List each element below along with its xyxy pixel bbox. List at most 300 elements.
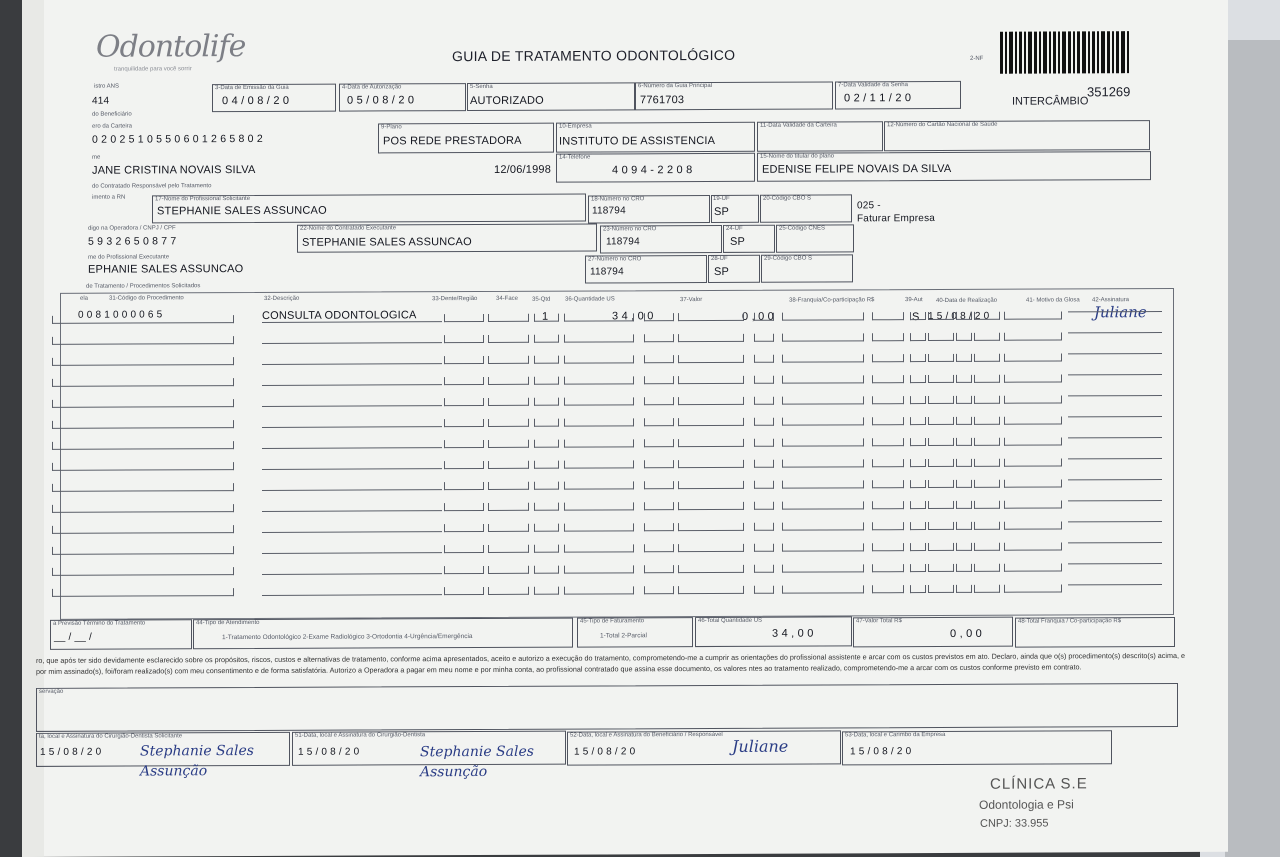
contratado-label: 22-Nome do Contratado Executante: [300, 225, 397, 232]
row-field-segment: [754, 544, 774, 552]
row-field-segment: [678, 313, 744, 321]
beneficiario-section: do Beneficiário: [92, 111, 132, 118]
row-field-segment: [974, 501, 1000, 509]
row-field-segment: [488, 587, 529, 595]
observacao-label: servação: [39, 688, 64, 695]
row-field-segment: [910, 480, 926, 488]
row-field-segment: [872, 417, 904, 425]
row-field-segment: [564, 544, 634, 552]
row-field-segment: [444, 482, 484, 490]
row-field-segment: [488, 398, 529, 406]
row-field-segment: [52, 504, 234, 513]
sig50-label: ta, local e Assinatura do Cirurgião-Dentista Solicitante: [39, 733, 183, 740]
row-field-segment: [564, 565, 634, 573]
empresa-value: INSTITUTO DE ASSISTENCIA: [559, 134, 716, 148]
row-field-segment: [782, 501, 864, 509]
tipo-faturamento-label: 45-Tipo de Faturamento: [580, 618, 645, 625]
row-field-segment: [534, 566, 559, 574]
row-field-segment: [956, 564, 972, 572]
row-field-segment: [754, 397, 774, 405]
guia-principal-label: 6-Número da Guia Principal: [638, 82, 713, 90]
solicitante-label: 17-Nome do Profissional Solicitante: [155, 196, 251, 203]
procedimentos-section: de Tratamento / Procedimentos Solicitados: [86, 283, 201, 290]
guia-principal-value: 7761703: [640, 94, 685, 107]
row-field-segment: [872, 585, 904, 593]
nome-value: JANE CRISTINA NOVAIS SILVA: [92, 163, 256, 177]
row-field-segment: [534, 587, 559, 595]
row-field-segment: [910, 375, 926, 383]
tipo-faturamento-options: 1-Total 2-Parcial: [600, 632, 647, 640]
row-field-segment: [910, 543, 926, 551]
row-field-segment: [644, 418, 674, 426]
row-field-segment: [956, 375, 972, 383]
sig51-signature: Stephanie Sales Assunção: [420, 743, 534, 781]
intercambio-label: INTERCÂMBIO: [1012, 95, 1089, 108]
row-field-segment: [754, 313, 774, 321]
row-field-segment: [974, 585, 1000, 593]
row-field-segment: [910, 312, 926, 320]
sig50-date: 1 5 / 0 8 / 2 0: [40, 746, 102, 758]
th-face: 34-Face: [496, 295, 519, 302]
row-field-segment: [782, 375, 864, 383]
row-field-segment: [444, 335, 484, 343]
row-field-segment: [444, 377, 484, 385]
row-field-segment: [534, 356, 559, 364]
row-field-segment: [52, 567, 234, 576]
previsao-value: __ / __ /: [54, 631, 92, 643]
row-field-segment: [928, 312, 954, 320]
row-field-segment: [1004, 332, 1062, 340]
row-field-segment: [754, 565, 774, 573]
row-field-segment: [444, 419, 484, 427]
row-field-segment: [564, 460, 634, 468]
cbo20-label: 20-Código CBO S: [763, 195, 812, 202]
row-field-segment: [534, 440, 559, 448]
via-label: 2-NF: [970, 55, 984, 62]
row-field-segment: [872, 354, 904, 362]
row-field-segment: [52, 588, 234, 597]
row-field-segment: [52, 441, 234, 450]
row-field-segment: [564, 523, 634, 531]
row-field-segment: [754, 586, 774, 594]
row-field-segment: [1004, 584, 1062, 592]
row-field-segment: [444, 440, 484, 448]
row-field-segment: [754, 334, 774, 342]
row-field-segment: [564, 481, 634, 489]
cnes-label: 25-Código CNES: [779, 225, 826, 232]
rn-label: imento a RN: [92, 194, 126, 201]
cro18-label: 18-Número no CRO: [591, 196, 645, 203]
row-field-segment: [678, 460, 744, 468]
row-field-segment: [910, 438, 926, 446]
row-field-segment: [956, 459, 972, 467]
validade-senha-value: 0 2 / 1 1 / 2 0: [844, 92, 912, 105]
cro18-value: 118794: [592, 205, 626, 217]
row-field-segment: [754, 439, 774, 447]
th-franquia: 38-Franquia/Co-participação R$: [789, 297, 875, 304]
th-tabela: ela: [80, 295, 89, 302]
row1-data: 1 5 / 0 8 / 2 0: [928, 310, 990, 323]
barcode: [1000, 31, 1144, 74]
row-field-segment: [910, 396, 926, 404]
row-field-segment: [564, 355, 634, 363]
row-field-segment: [1004, 500, 1062, 508]
row-field-segment: [444, 524, 484, 532]
th-descricao: 32-Descrição: [264, 295, 300, 302]
row-field-segment: [1004, 395, 1062, 403]
row-field-segment: [488, 440, 529, 448]
autorizacao-value: 0 5 / 0 8 / 2 0: [347, 94, 415, 107]
row-field-segment: [534, 335, 559, 343]
row-field-segment: [644, 355, 674, 363]
row-field-segment: [488, 314, 529, 322]
sig50-signature: Stephanie Sales Assunção: [140, 742, 254, 780]
cbo29-label: 29-Código CBO S: [764, 255, 813, 262]
th-valor: 37-Valor: [680, 297, 703, 304]
th-aut: 39-Aut: [905, 297, 923, 304]
row-field-segment: [928, 459, 954, 467]
row-field-segment: [1004, 311, 1062, 319]
row-field-segment: [564, 397, 634, 405]
row-field-segment: [956, 333, 972, 341]
row-field-segment: [928, 417, 954, 425]
carteira-value: 0 2 0 2 5 1 0 5 5 0 6 0 1 2 6 5 8 0 2: [92, 132, 263, 146]
telefone-value: 4 0 9 4 - 2 2 0 8: [612, 164, 693, 177]
row-field-segment: [974, 564, 1000, 572]
row-field-segment: [488, 419, 529, 427]
row-field-segment: [754, 523, 774, 531]
row-field-segment: [488, 335, 529, 343]
th-dente: 33-Dente/Região: [432, 296, 478, 303]
row-field-segment: [52, 399, 234, 408]
row-field-segment: [956, 396, 972, 404]
row-field-segment: [782, 333, 864, 341]
row-field-segment: [534, 524, 559, 532]
row-field-segment: [564, 439, 634, 447]
row-field-segment: [928, 543, 954, 551]
row-field-segment: [754, 355, 774, 363]
senha-label: 5-Senha: [470, 83, 493, 91]
row-field-segment: [1004, 374, 1062, 382]
row-field-segment: [872, 459, 904, 467]
row-field-segment: [782, 522, 864, 530]
row-field-segment: [928, 501, 954, 509]
row-field-segment: [534, 503, 559, 511]
plano-value: POS REDE PRESTADORA: [383, 134, 522, 148]
row-field-segment: [910, 459, 926, 467]
row-field-segment: [974, 354, 1000, 362]
row-field-segment: [974, 438, 1000, 446]
row-field-segment: [444, 461, 484, 469]
row-field-segment: [1004, 479, 1062, 487]
uf19-label: 19-UF: [713, 195, 730, 202]
row-field-segment: [782, 417, 864, 425]
declaration-text: ro, que após ter sido devidamente esclarecido sobre os propósitos, riscos, custos e alternativas de tratamento, conforme acima apresentados, aceito e autorizo a execução do tratamento, comprometendo-me a cumprir as orientações do profissional assistente e arcar com os custos previstos em ato. Declaro, ainda que o(s) procedimento(s) descrito(s) acima, e por mim assinado(s), foi/foram realizado(s) com meu consentimento e de forma satisfatória. Autorizo a Operadora a pagar em meu nome e por minha conta, ao profissional contratado que assina esse documento, os valores ntes ao tratamento realizado, comprometendo-me a arcar com os custos conforme previsto em contrato.: [36, 650, 1185, 676]
uf28-label: 28-UF: [711, 255, 728, 262]
row-field-segment: [644, 376, 674, 384]
row-field-segment: [910, 585, 926, 593]
sig52-label: 52-Data, local e Assinatura do Beneficiário / Responsável: [570, 731, 723, 739]
row-field-segment: [534, 482, 559, 490]
solicitante-value: STEPHANIE SALES ASSUNCAO: [157, 204, 327, 218]
row1-qtd: 1: [542, 310, 549, 323]
row-field-segment: [956, 354, 972, 362]
cro27-label: 27-Número no CRO: [588, 256, 642, 263]
row-field-segment: [956, 480, 972, 488]
row-field-segment: [644, 544, 674, 552]
row-field-segment: [754, 460, 774, 468]
row-field-segment: [782, 585, 864, 593]
row-field-segment: [928, 480, 954, 488]
row-field-segment: [488, 566, 529, 574]
uf19-value: SP: [714, 205, 730, 218]
row-field-segment: [1004, 353, 1062, 361]
uf24-label: 24-UF: [726, 225, 743, 232]
validade-senha-label: 7-Data Validade da Senha: [838, 82, 908, 89]
executante-label: me do Profissional Executante: [88, 254, 170, 261]
background-paper-edge: [1225, 40, 1280, 857]
row-field-segment: [644, 565, 674, 573]
row-field-segment: [1004, 563, 1062, 571]
row-field-segment: [644, 481, 674, 489]
th-codigo: 31-Código do Procedimento: [109, 295, 184, 302]
row-field-segment: [488, 482, 529, 490]
row-field-segment: [1004, 437, 1062, 445]
row-field-segment: [974, 459, 1000, 467]
th-data: 40-Data de Realização: [936, 297, 998, 305]
row-field-segment: [974, 480, 1000, 488]
row-field-segment: [444, 566, 484, 574]
row-field-segment: [444, 356, 484, 364]
row-field-segment: [928, 396, 954, 404]
row-field-segment: [678, 334, 744, 342]
row-field-segment: [678, 502, 744, 510]
row-field-segment: [52, 462, 234, 471]
row-field-segment: [678, 523, 744, 531]
row-field-segment: [488, 356, 529, 364]
row-field-segment: [872, 396, 904, 404]
row-field-segment: [564, 418, 634, 426]
cro27-value: 118794: [590, 266, 624, 278]
row-field-segment: [974, 333, 1000, 341]
row-field-segment: [754, 376, 774, 384]
row-field-segment: [678, 376, 744, 384]
row-field-segment: [872, 522, 904, 530]
row-field-segment: [1004, 416, 1062, 424]
sig51-label: 51-Data, local e Assinatura do Cirurgião-Dentista: [295, 732, 426, 739]
row-field-segment: [928, 333, 954, 341]
observacao-box: [36, 683, 1178, 732]
nome-label: me: [92, 154, 101, 161]
row-field-segment: [488, 545, 529, 553]
sig52-date: 1 5 / 0 8 / 2 0: [574, 746, 636, 758]
row1-valor: 0 , 0 0: [742, 310, 774, 323]
row-field-segment: [910, 354, 926, 362]
row-field-segment: [928, 354, 954, 362]
sig53-date: 1 5 / 0 8 / 2 0: [850, 746, 912, 758]
valor-total-label: 47-Valor Total R$: [856, 618, 902, 625]
row-field-segment: [488, 503, 529, 511]
carteira-label: ero da Carteira: [92, 123, 133, 130]
franquia-total-label: 48-Total Franquia / Co-participação R$: [1018, 618, 1122, 625]
row-field-segment: [956, 312, 972, 320]
row-field-segment: [564, 586, 634, 594]
row-field-segment: [678, 565, 744, 573]
row-field-segment: [644, 439, 674, 447]
plano-label: 9-Plano: [381, 124, 402, 131]
row-field-segment: [644, 334, 674, 342]
row-field-segment: [52, 525, 234, 534]
row-field-segment: [564, 502, 634, 510]
row-field-segment: [564, 313, 634, 321]
row-field-segment: [644, 586, 674, 594]
operadora-value: 5 9 3 2 6 5 0 8 7 7: [88, 235, 177, 248]
row-field-segment: [956, 417, 972, 425]
row-field-segment: [782, 480, 864, 488]
total-us-value: 3 4 , 0 0: [772, 627, 814, 640]
row-field-segment: [974, 396, 1000, 404]
row-field-segment: [1004, 542, 1062, 550]
previsao-label: a Previsão Término do Tratamento: [53, 620, 146, 627]
row-field-segment: [52, 336, 234, 345]
form-title: GUIA DE TRATAMENTO ODONTOLÓGICO: [452, 46, 736, 65]
telefone-label: 14-Telefone: [559, 154, 591, 161]
stamp-clinic-specialty: Odontologia e Psi: [979, 797, 1074, 812]
contratado-section: do Contratado Responsável pelo Tratamento: [92, 183, 212, 190]
row-field-segment: [52, 420, 234, 429]
row-field-segment: [534, 314, 559, 322]
row-field-segment: [444, 503, 484, 511]
stamp-clinic-name: CLÍNICA S.E: [990, 775, 1088, 793]
row-field-segment: [534, 419, 559, 427]
row-field-segment: [678, 586, 744, 594]
ans-value: 414: [92, 95, 110, 107]
row-field-segment: [1004, 458, 1062, 466]
cns-label: 12-Número do Cartão Nacional de Saúde: [887, 121, 998, 129]
row-field-segment: [678, 481, 744, 489]
row-field-segment: [644, 313, 674, 321]
row-field-segment: [644, 502, 674, 510]
row-field-segment: [872, 564, 904, 572]
row-field-segment: [974, 543, 1000, 551]
row1-us: 3 4 , 0 0: [612, 310, 654, 323]
total-us-label: 46-Total Quantidade US: [698, 617, 763, 625]
row-field-segment: [872, 480, 904, 488]
validade-carteira-label: 11-Data Validade da Carteira: [760, 122, 837, 129]
autorizacao-label: 4-Data de Autorização: [342, 84, 402, 91]
empresa-label: 10-Empresa: [559, 123, 592, 130]
row-field-segment: [644, 523, 674, 531]
row-field-segment: [444, 398, 484, 406]
sig52-signature: Juliane: [732, 736, 789, 756]
senha-value: AUTORIZADO: [470, 94, 544, 108]
row-field-segment: [534, 545, 559, 553]
row-field-segment: [872, 438, 904, 446]
row-field-segment: [534, 398, 559, 406]
row-field-segment: [782, 438, 864, 446]
row-field-segment: [782, 354, 864, 362]
row-field-segment: [782, 543, 864, 551]
th-glosa: 41- Motivo da Glosa: [1026, 297, 1080, 304]
row-field-segment: [444, 314, 484, 322]
executante-value: EPHANIE SALES ASSUNCAO: [88, 263, 244, 276]
row-field-segment: [488, 524, 529, 532]
uf24-value: SP: [730, 235, 746, 248]
row-field-segment: [872, 543, 904, 551]
faturar-code: 025 -: [857, 200, 881, 212]
th-qtd-us: 36-Quantidade US: [565, 296, 615, 303]
row-field-segment: [754, 418, 774, 426]
logo-tagline: tranquilidade para você sorrir: [114, 66, 192, 73]
row-field-segment: [782, 459, 864, 467]
uf28-value: SP: [714, 265, 730, 278]
row-field-segment: [488, 461, 529, 469]
row-field-segment: [678, 544, 744, 552]
row-field-segment: [910, 564, 926, 572]
row-field-segment: [52, 378, 234, 387]
tipo-atendimento-label: 44-Tipo de Atendimento: [196, 619, 260, 627]
row-field-segment: [488, 377, 529, 385]
row-field-segment: [644, 397, 674, 405]
row-field-segment: [956, 543, 972, 551]
row-field-segment: [974, 417, 1000, 425]
row-field-segment: [678, 418, 744, 426]
row-field-segment: [910, 333, 926, 341]
cro23-value: 118794: [606, 236, 640, 248]
titular-value: EDENISE FELIPE NOVAIS DA SILVA: [762, 162, 952, 176]
row-field-segment: [782, 312, 864, 320]
row-field-segment: [678, 355, 744, 363]
row-field-segment: [956, 501, 972, 509]
emissao-value: 0 4 / 0 8 / 2 0: [222, 94, 290, 108]
row-field-segment: [928, 375, 954, 383]
sig53-label: 53-Data, local e Carimbo da Empresa: [845, 731, 946, 739]
row-field-segment: [534, 461, 559, 469]
row-field-segment: [928, 585, 954, 593]
row-field-segment: [974, 312, 1000, 320]
row-field-segment: [754, 481, 774, 489]
row-field-segment: [782, 564, 864, 572]
row-field-segment: [928, 564, 954, 572]
row-field-segment: [872, 312, 904, 320]
row-field-segment: [534, 377, 559, 385]
th-assinatura: 42-Assinatura: [1092, 297, 1130, 304]
row-field-segment: [956, 438, 972, 446]
row-field-segment: [872, 375, 904, 383]
row1-codigo: 0 0 8 1 0 0 0 0 6 5: [78, 309, 163, 321]
stamp-cnpj: CNPJ: 33.955: [980, 817, 1049, 830]
emissao-label: 3-Data de Emissão da Guia: [215, 84, 289, 92]
row-field-segment: [678, 439, 744, 447]
row-field-segment: [956, 522, 972, 530]
row-field-segment: [444, 545, 484, 553]
row-field-segment: [872, 501, 904, 509]
row1-descricao: CONSULTA ODONTOLOGICA: [262, 309, 417, 322]
titular-label: 15-Nome do titular do plano: [760, 153, 835, 160]
valor-total-value: 0 , 0 0: [950, 627, 982, 640]
row-field-segment: [754, 502, 774, 510]
ans-label: istro ANS: [94, 83, 120, 90]
operadora-label: digo na Operadora / CNPJ / CPF: [88, 225, 176, 232]
guide-number: 351269: [1087, 84, 1131, 100]
row1-aut: S: [912, 311, 920, 324]
row-field-segment: [910, 417, 926, 425]
nascimento-value: 12/06/1998: [494, 163, 552, 176]
row-field-segment: [678, 397, 744, 405]
tipo-atendimento-options: 1-Tratamento Odontológico 2-Exame Radiológico 3-Ortodontia 4-Urgência/Emergência: [222, 633, 473, 642]
row-field-segment: [974, 375, 1000, 383]
sig51-date: 1 5 / 0 8 / 2 0: [298, 746, 360, 758]
